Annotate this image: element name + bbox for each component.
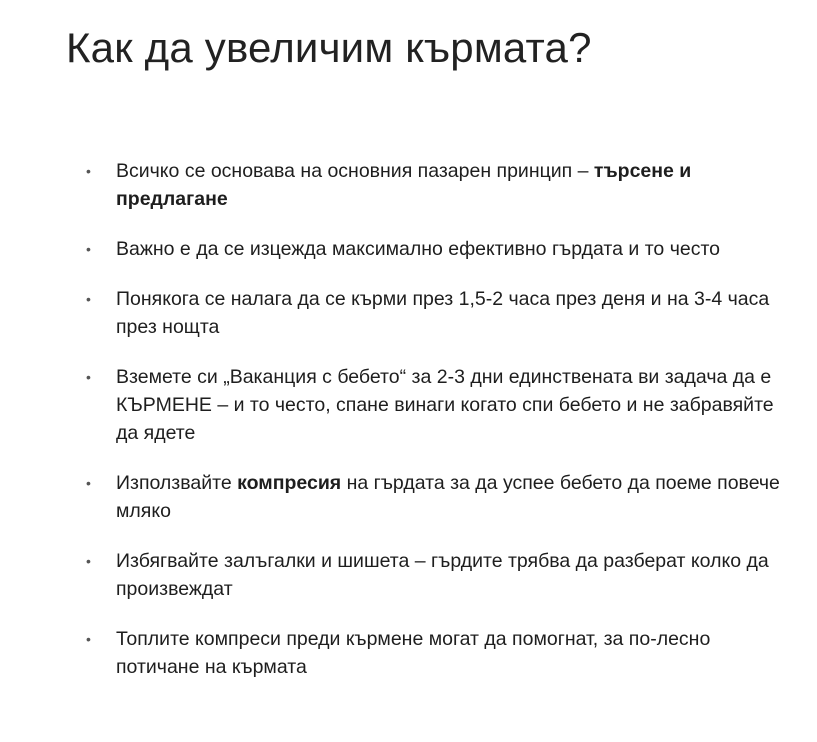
bullet-text: Понякога се налага да се кърми през 1,5-2 часа през деня и на 3-4 часа през нощта (116, 288, 770, 338)
bullet-dot-icon: • (86, 163, 91, 179)
bullet-dot-icon: • (86, 291, 91, 307)
bullet-item (82, 547, 782, 603)
bullet-text: Избягвайте залъгалки и шишета – гърдите трябва да разберат колко да произвеждат (116, 550, 769, 600)
bullet-dot-icon: • (86, 241, 91, 257)
bullet-item (82, 235, 782, 263)
bullet-item (82, 363, 782, 447)
bullet-text: Вземете си „Ваканция с бебето“ за 2-3 дни единствената ви задача да е КЪРМЕНЕ – и то често, спане винаги когато спи бебето и не забравяйте да ядете (116, 366, 774, 444)
bullet-dot-icon: • (86, 553, 91, 569)
bullet-dot-icon: • (86, 475, 91, 491)
bullet-item (82, 285, 782, 341)
slide-title: Как да увеличим кърмата? (66, 24, 592, 71)
bullet-text: Важно е да се изцежда максимално ефективно гърдата и то често (116, 238, 721, 260)
bullet-item (82, 469, 782, 525)
bullet-dot-icon: • (86, 369, 91, 385)
bullet-item (82, 157, 782, 213)
bullet-list (82, 157, 782, 703)
bullet-text: Използвайте (116, 472, 238, 494)
bullet-text-bold: компресия (237, 472, 342, 494)
bullet-dot-icon: • (86, 631, 91, 647)
bullet-text: Топлите компреси преди кърмене могат да помогнат, за по-лесно потичане на кърмата (116, 628, 711, 678)
bullet-item (82, 625, 782, 681)
bullet-text: Всичко се основава на основния пазарен принцип – (116, 160, 594, 182)
bullet-text-bold: търсене и предлагане (116, 160, 692, 210)
bullet-text: на гърдата за да успее бебето да поеме повече мляко (116, 472, 780, 522)
